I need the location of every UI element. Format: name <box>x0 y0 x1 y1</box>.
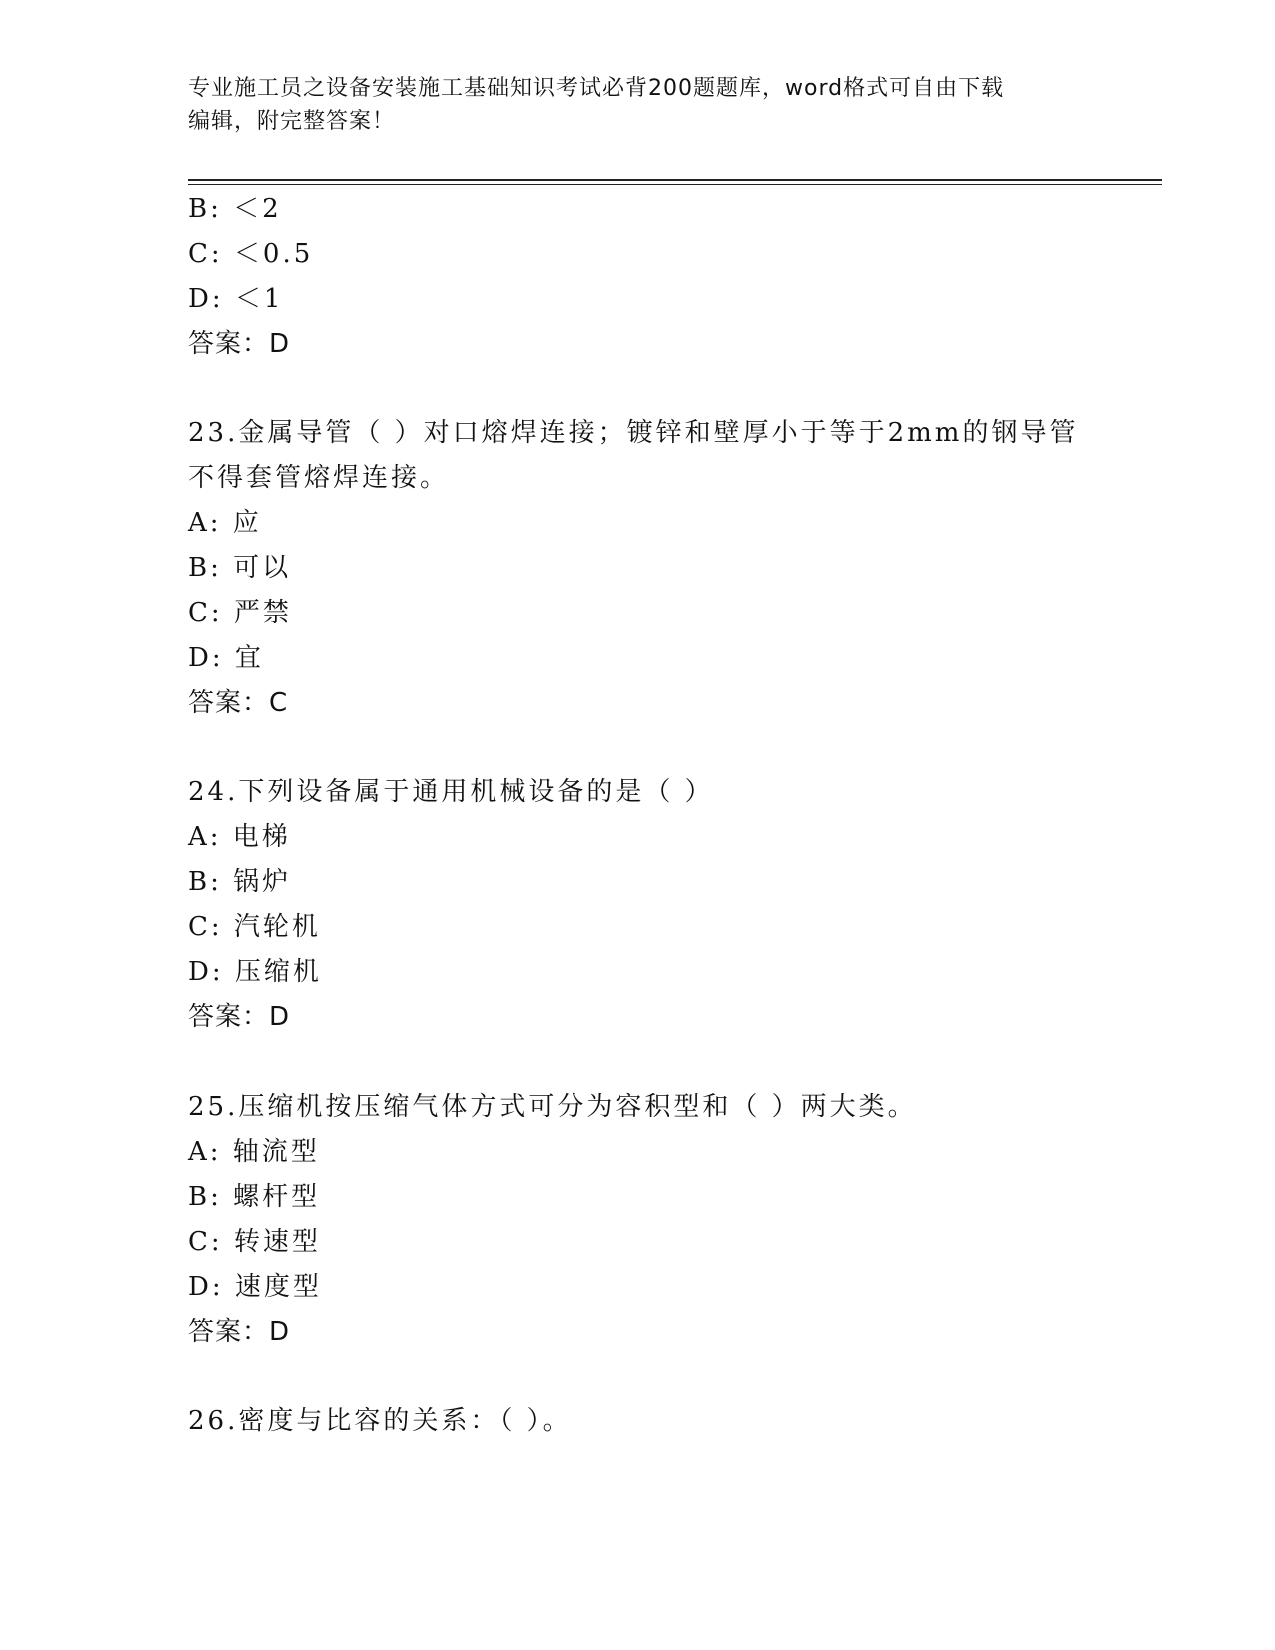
header-rule-thick <box>188 179 1162 181</box>
q25-option-b: B: 螺杆型 <box>188 1182 321 1212</box>
q23-stem-line-1: 23.金属导管（ ）对口熔焊连接；镀锌和壁厚小于等于2mm的钢导管 <box>188 418 1079 448</box>
header-line-1: 专业施工员之设备安装施工基础知识考试必背200题题库，word格式可自由下载 <box>188 76 1005 101</box>
q23-option-c: C: 严禁 <box>188 598 292 628</box>
q24-option-d: D: 压缩机 <box>188 957 322 987</box>
q22-option-c: C: ＜0.5 <box>188 239 314 269</box>
q24-answer: 答案：D <box>188 1002 291 1032</box>
q23-option-a: A: 应 <box>188 508 262 538</box>
q24-option-c: C: 汽轮机 <box>188 912 321 942</box>
q25-option-c: C: 转速型 <box>188 1227 321 1257</box>
q22-option-d: D: ＜1 <box>188 284 284 314</box>
q23-option-b: B: 可以 <box>188 553 292 583</box>
document-header <box>188 72 1068 138</box>
q23-answer: 答案：C <box>188 688 289 718</box>
q23-stem-line-2: 不得套管熔焊连接。 <box>188 463 450 493</box>
q24-stem: 24.下列设备属于通用机械设备的是（ ） <box>188 777 714 807</box>
header-line-2: 编辑，附完整答案！ <box>188 109 396 134</box>
q22-option-b: B: ＜2 <box>188 194 282 224</box>
q26-stem: 26.密度与比容的关系：（ ）。 <box>188 1406 572 1436</box>
q25-stem: 25.压缩机按压缩气体方式可分为容积型和（ ）两大类。 <box>188 1092 917 1122</box>
q25-answer: 答案：D <box>188 1317 291 1347</box>
q25-option-a: A: 轴流型 <box>188 1137 320 1167</box>
q25-option-d: D: 速度型 <box>188 1272 322 1302</box>
q24-option-a: A: 电梯 <box>188 822 291 852</box>
q22-answer: 答案：D <box>188 329 291 359</box>
header-rule-thin <box>188 184 1162 185</box>
q23-option-d: D: 宜 <box>188 643 264 673</box>
q24-option-b: B: 锅炉 <box>188 867 292 897</box>
